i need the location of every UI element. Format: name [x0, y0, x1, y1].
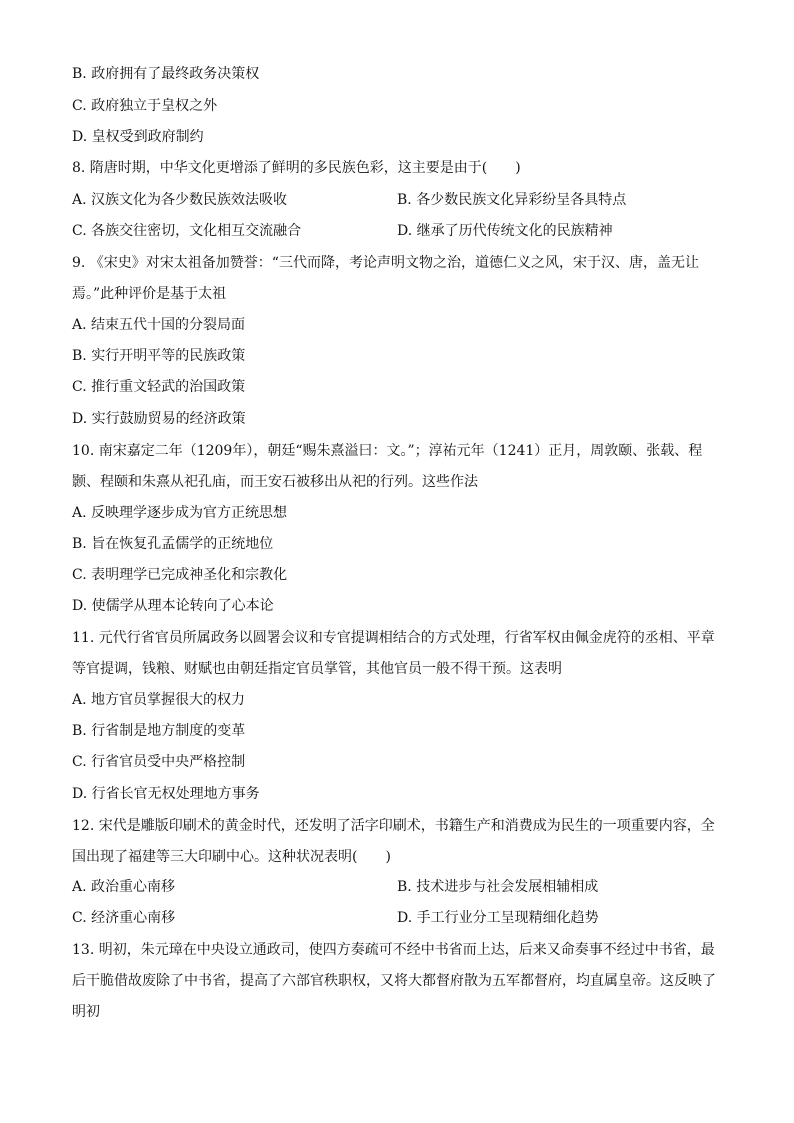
q13-stem: 13. 明初，朱元璋在中央设立通政司，使四方奏疏可不经中书省而上达，后来又命奏事不经过中书省，最后干脆借故废除了中书省，提高了六部官秩职权，又将大都督府散为五军都督府，均直属皇帝。这反映了明初	[72, 942, 716, 1020]
q9-option-b: B. 实行开明平等的民族政策	[72, 348, 246, 364]
q8-option-a: A. 汉族文化为各少数民族效法吸收	[72, 192, 288, 208]
q8-stem: 8. 隋唐时期，中华文化更增添了鲜明的多民族色彩，这主要是由于( )	[72, 160, 521, 176]
q10-option-b: B. 旨在恢复孔孟儒学的正统地位	[72, 536, 274, 552]
q12-option-b: B. 技术进步与社会发展相辅相成	[397, 879, 599, 895]
q11-option-b: B. 行省制是地方制度的变革	[72, 723, 246, 739]
q9-stem: 9. 《宋史》对宋太祖备加赞誉：“三代而降，考论声明文物之治，道德仁义之风，宋于汉、唐，盖无让焉。”此种评价是基于太祖	[72, 255, 699, 302]
q11-option-d: D. 行省长官无权处理地方事务	[72, 786, 260, 802]
q10-option-a: A. 反映理学逐步成为官方正统思想	[72, 505, 288, 521]
q9-option-d: D. 实行鼓励贸易的经济政策	[72, 411, 246, 427]
q7-option-d: D. 皇权受到政府制约	[72, 129, 204, 145]
q8-option-d: D. 继承了历代传统文化的民族精神	[397, 223, 613, 239]
q11-option-c: C. 行省官员受中央严格控制	[72, 754, 246, 770]
q10-option-c: C. 表明理学已完成神圣化和宗教化	[72, 567, 288, 583]
q11-option-a: A. 地方官员掌握很大的权力	[72, 692, 246, 708]
q9-option-a: A. 结束五代十国的分裂局面	[72, 317, 246, 333]
q12-option-c: C. 经济重心南移	[72, 910, 176, 926]
q10-stem: 10. 南宋嘉定二年（1209年），朝廷“赐朱熹溢曰：文。”；淳祐元年（1241）正月，周敦颐、张载、程颢、程颐和朱熹从祀孔庙，而王安石被移出从祀的行列。这些作法	[72, 443, 703, 490]
q12-option-a: A. 政治重心南移	[72, 879, 176, 895]
q7-option-c: C. 政府独立于皇权之外	[72, 98, 218, 114]
q9-option-c: C. 推行重文轻武的治国政策	[72, 379, 246, 395]
q10-option-d: D. 使儒学从理本论转向了心本论	[72, 598, 274, 614]
q12-option-d: D. 手工行业分工呈现精细化趋势	[397, 910, 599, 926]
q8-option-b: B. 各少数民族文化异彩纷呈各具特点	[397, 192, 627, 208]
q8-option-c: C. 各族交往密切，文化相互交流融合	[72, 223, 302, 239]
q12-stem: 12. 宋代是雕版印刷术的黄金时代，还发明了活字印刷术，书籍生产和消费成为民生的一项重要内容，全国出现了福建等三大印刷中心。这种状况表明( )	[72, 818, 715, 865]
q11-stem: 11. 元代行省官员所属政务以圆署会议和专官提调相结合的方式处理，行省军权由佩金虎符的丞相、平章等官提调，钱粮、财赋也由朝廷指定官员掌管，其他官员一般不得干预。这表明	[72, 630, 715, 677]
q7-option-b: B. 政府拥有了最终政务决策权	[72, 66, 260, 82]
